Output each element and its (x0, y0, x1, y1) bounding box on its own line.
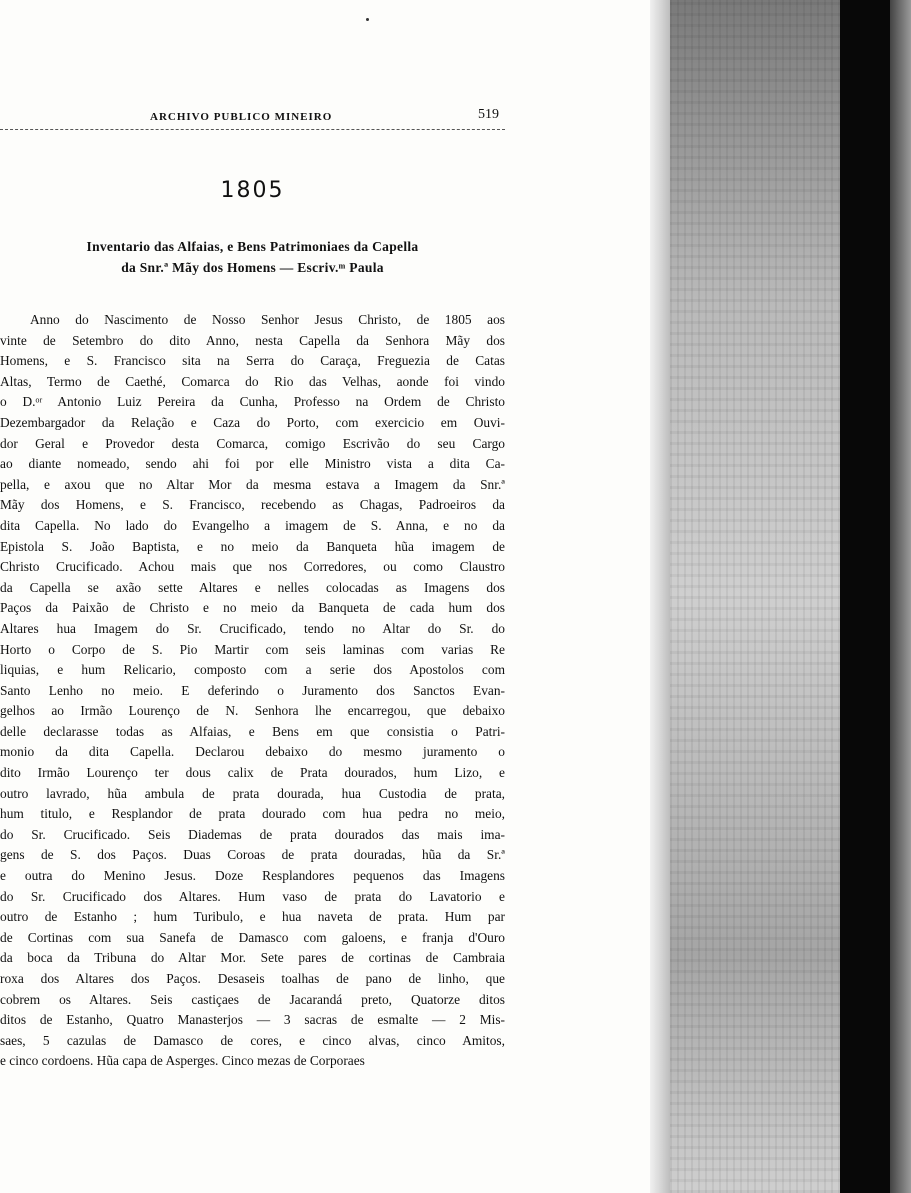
book-spine (840, 0, 890, 1193)
year-title: 1805 (220, 178, 285, 203)
body-line: Homens, e S. Francisco sita na Serra do Caraça, Freguezia de Catas (0, 353, 505, 369)
body-line: Christo Crucificado. Achou mais que nos Corredores, ou como Claustro (0, 559, 505, 575)
heading-line: Inventario das Alfaias, e Bens Patrimoniaes da Capella (86, 239, 419, 254)
body-line: da Capella se axão sette Altares e nelles colocadas as Imagens dos (0, 579, 505, 595)
body-line: de Cortinas com sua Sanefa de Damasco com galoens, e franja d'Ouro (0, 929, 505, 945)
body-line: gelhos ao Irmão Lourenço de N. Senhora lhe encarregou, que debaixo (0, 703, 505, 719)
page-gutter (650, 0, 670, 1193)
body-line: hum titulo, e Resplandor de prata dourado com hua pedra no meio, (0, 806, 505, 822)
body-line: Santo Lenho no meio. E deferindo o Juramento dos Sanctos Evan- (0, 682, 505, 698)
body-line: cobrem os Altares. Seis castiçaes de Jacarandá preto, Quatorze ditos (0, 991, 505, 1007)
body-line: roxa dos Altares dos Paços. Desaseis toalhas de pano de linho, que (0, 971, 505, 986)
body-line: monio da dita Capella. Declarou debaixo do mesmo juramento o (0, 744, 505, 760)
body-line: da boca da Tribuna do Altar Mor. Sete pares de cortinas de Cambraia (0, 950, 505, 966)
body-line: Altares hua Imagem do Sr. Crucificado, tendo no Altar do Sr. do (0, 620, 505, 636)
body-line: Epistola S. João Baptista, e no meio da Banqueta hũa imagem de (0, 538, 505, 554)
page-edges (670, 0, 840, 1193)
header-rule (0, 129, 505, 130)
body-line: outro de Estanho ; hum Turibulo, e hua naveta de prata. Hum par (0, 909, 505, 925)
body-line: do Sr. Crucificado dos Altares. Hum vaso de prata do Lavatorio e (0, 888, 505, 904)
body-line: pella, e axou que no Altar Mor da mesma estava a Imagem da Snr.ª (0, 476, 505, 492)
heading-line: da Snr.ª Mãy dos Homens — Escriv.ᵐ Paula (121, 260, 384, 275)
body-line: dor Geral e Provedor desta Comarca, comigo Escrivão do seu Cargo (0, 435, 505, 451)
running-title: ARCHIVO PUBLICO MINEIRO (150, 111, 333, 123)
book-cover-rim (890, 0, 911, 1193)
body-line: dito Irmão Lourenço ter dous calix de Prata dourados, hum Lizo, e (0, 765, 505, 781)
body-line: ao diante nomeado, sendo ahi foi por elle Ministro vista a dita Ca- (0, 456, 505, 472)
page-number: 519 (478, 107, 499, 122)
body-line: delle declarasse todas as Alfaias, e Bens em que consistia o Patri- (0, 723, 505, 739)
body-line: Mãy dos Homens, e S. Francisco, recebendo as Chagas, Padroeiros da (0, 497, 505, 513)
body-text (0, 310, 505, 1072)
body-line: Anno do Nascimento de Nosso Senhor Jesus Christo, de 1805 aos (30, 312, 505, 327)
body-line: Dezembargador da Relação e Caza do Porto, com exercicio em Ouvi- (0, 414, 505, 430)
body-line: gens de S. dos Paços. Duas Coroas de prata douradas, hũa da Sr.ª (0, 847, 505, 863)
body-line: o D.ᵒʳ Antonio Luiz Pereira da Cunha, Professo na Ordem de Christo (0, 394, 505, 410)
body-line: e cinco cordoens. Hũa capa de Asperges. Cinco mezas de Corporaes (0, 1053, 365, 1069)
body-line: Horto o Corpo de S. Pio Martir com seis laminas com varias Re (0, 641, 505, 657)
body-line: dita Capella. No lado do Evangelho a imagem de S. Anna, e no da (0, 517, 505, 533)
section-heading (0, 236, 505, 278)
body-line: Paços da Paixão de Christo e no meio da Banqueta de cada hum dos (0, 600, 505, 616)
body-line: Altas, Termo de Caethé, Comarca do Rio das Velhas, aonde foi vindo (0, 373, 505, 389)
body-line: outro lavrado, hũa ambula de prata dourada, hua Custodia de prata, (0, 785, 505, 801)
body-line: do Sr. Crucificado. Seis Diademas de prata dourados das mais ima- (0, 826, 505, 842)
body-line: vinte de Setembro do dito Anno, nesta Capella da Senhora Mãy dos (0, 332, 505, 348)
body-line: saes, 5 cazulas de Damasco de cores, e cinco alvas, cinco Amitos, (0, 1032, 505, 1048)
body-line: ditos de Estanho, Quatro Manasterjos — 3 sacras de esmalte — 2 Mis- (0, 1012, 505, 1028)
speck-mark (366, 18, 369, 21)
body-line: e outra do Menino Jesus. Doze Resplandores pequenos das Imagens (0, 868, 505, 884)
body-line: liquias, e hum Relicario, composto com a serie dos Apostolos com (0, 662, 505, 678)
